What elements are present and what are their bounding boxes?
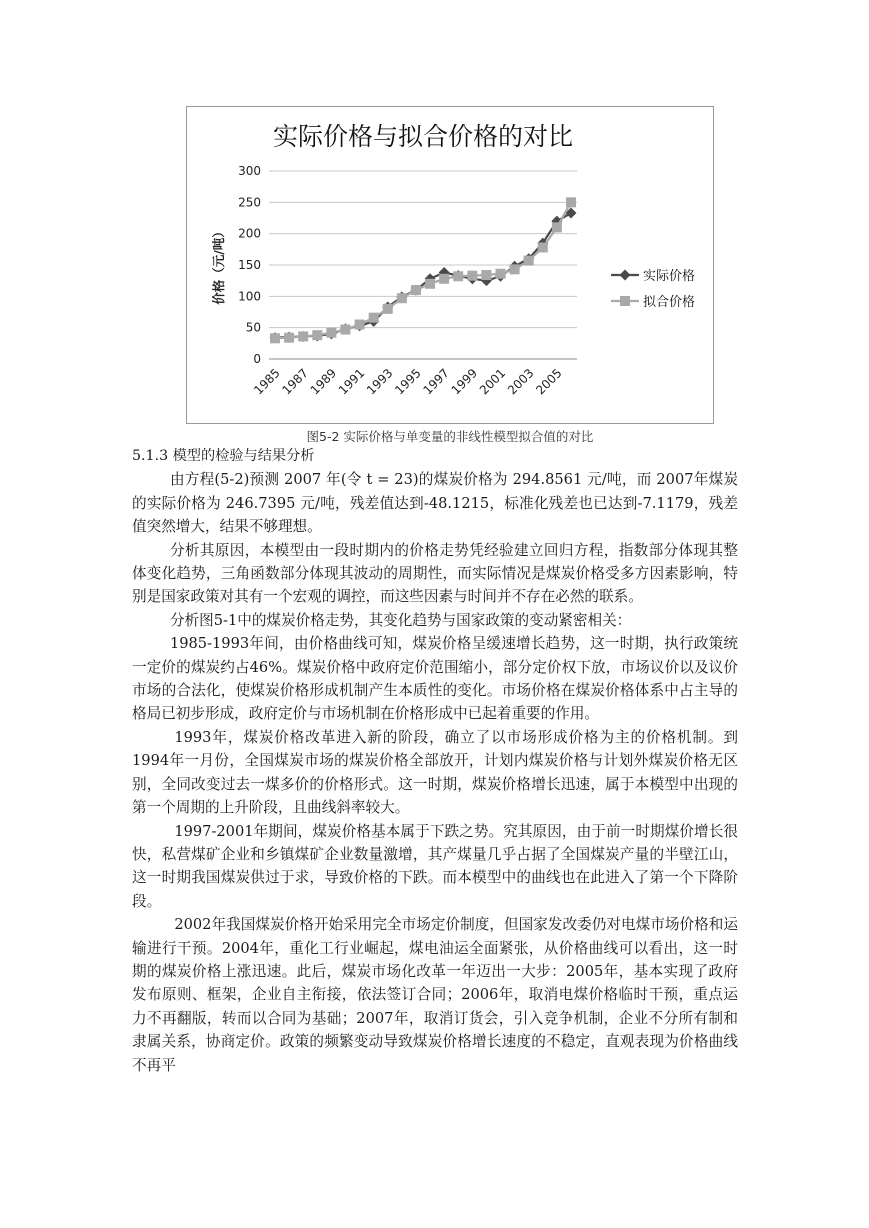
- x-tick-label: 1991: [335, 365, 368, 398]
- data-point: [524, 256, 534, 266]
- legend-label: 实际价格: [643, 269, 696, 284]
- data-point: [425, 279, 435, 289]
- y-tick-label: 150: [238, 258, 261, 272]
- x-tick-label: 1993: [364, 365, 396, 398]
- series-line: [275, 202, 571, 338]
- data-point: [538, 242, 548, 252]
- y-tick-label: 250: [238, 195, 261, 210]
- legend-item: [611, 268, 695, 284]
- data-point: [270, 333, 280, 343]
- data-point: [284, 333, 294, 343]
- x-tick-label: 1999: [448, 365, 481, 398]
- data-point: [411, 285, 421, 295]
- section-heading: 5.1.3 模型的检验与结果分析: [132, 448, 315, 464]
- data-point: [326, 328, 336, 338]
- data-point: [369, 313, 379, 323]
- figure-caption: 图5-2 实际价格与单变量的非线性模型拟合值的对比: [306, 429, 594, 444]
- paragraph-reason: 分析其原因，本模型由一段时期内的价格走势凭经验建立回归方程，指数部分体现其整体变化趋势，三角函数部分体现其波动的周期性，而实际情况是煤炭价格受多方因素影响，特别是国家政策对其有一个宏观的调控，而这些因素与时间并不存在必然的联系。: [132, 541, 738, 606]
- y-tick-label: 0: [253, 352, 261, 366]
- legend-item: [611, 294, 695, 310]
- series-line: [275, 213, 571, 338]
- x-tick-label: 1989: [307, 365, 340, 398]
- data-point: [383, 304, 393, 314]
- data-point: [552, 222, 562, 232]
- paragraph-1993: 1993年，煤炭价格改革进入新的阶段，确立了以市场形成价格为主的价格机制。到1994年一月份，全国煤炭市场的煤炭价格全部放开，计划内煤炭价格与计划外煤炭价格无区别，全同改变过去一煤多价的价格形式。这一时期，煤炭价格增长迅速，属于本模型中出现的第一个周期的上升阶段，且曲线斜率较大。: [132, 728, 738, 817]
- data-point: [453, 271, 463, 281]
- paragraph-trend-intro: 分析图5-1中的煤炭价格走势，其变化趋势与国家政策的变动紧密相关：: [169, 611, 632, 629]
- data-point: [397, 293, 407, 303]
- data-point: [312, 330, 322, 340]
- data-point: [355, 320, 365, 330]
- legend-marker: [620, 296, 630, 306]
- y-tick-label: 50: [245, 320, 261, 335]
- series-actual-price: [270, 207, 577, 343]
- x-tick-label: 2005: [533, 365, 565, 398]
- x-tick-label: 2001: [476, 365, 509, 398]
- data-point: [496, 269, 506, 279]
- data-point: [510, 264, 520, 274]
- body-text: [132, 445, 738, 1077]
- y-tick-label: 200: [238, 226, 261, 241]
- paragraph-1985-1993: 1985-1993年间，由价格曲线可知，煤炭价格呈缓速增长趋势，这一时期，执行政策统一定价的煤炭约占46%。煤炭价格中政府定价范围缩小，部分定价权下放，市场议价以及议价市场的合法化，使煤炭价格形成机制产生本质性的变化。市场价格在煤炭价格体系中占主导的格局已初步形成，政府定价与市场机制在价格形成中已起着重要的作用。: [132, 635, 738, 723]
- y-tick-label: 300: [238, 164, 261, 178]
- x-tick-label: 2003: [504, 365, 537, 398]
- data-point: [298, 331, 308, 341]
- x-tick-label: 1997: [420, 365, 452, 398]
- legend-label: 拟合价格: [643, 295, 696, 310]
- legend-marker: [620, 270, 631, 281]
- data-point: [566, 197, 576, 207]
- price-comparison-chart: [187, 107, 715, 425]
- y-axis-label: 价格（元/吨）: [211, 225, 226, 305]
- data-point: [467, 271, 477, 281]
- y-tick-label: 100: [238, 289, 261, 304]
- series-fitted-price: [270, 197, 576, 343]
- paragraph-2002: 2002年我国煤炭价格开始采用完全市场定价制度，但国家发改委仍对电煤市场价格和运输进行干预。2004年，重化工行业崛起，煤电油运全面紧张，从价格曲线可以看出，这一时期的煤炭价格上涨迅速。此后，煤炭市场化改革一年迈出一大步：2005年，基本实现了政府发布原则、框架，企业自主衔接，依法签订合同；2006年，取消电煤价格临时干预，重点运力不再翻版，转而以合同为基础；2007年，取消订货会，引入竞争机制，企业不分所有制和隶属关系，协商定价。政策的频繁变动导致煤炭价格增长速度的不稳定，直观表现为价格曲线不再平: [132, 916, 738, 1074]
- figure-chart-frame: [186, 106, 714, 424]
- data-point: [439, 274, 449, 284]
- paragraph-1997-2001: 1997-2001年期间，煤炭价格基本属于下跌之势。究其原因，由于前一时期煤价增长很快，私营煤矿企业和乡镇煤矿企业数量激增，其产煤量几乎占据了全国煤炭产量的半壁江山，这一时期我国煤炭供过于求，导致价格的下跌。而本模型中的曲线也在此进入了第一个下降阶段。: [132, 822, 738, 910]
- paragraph-prediction: 由方程(5-2)预测 2007 年(令 t = 23)的煤炭价格为 294.8561 元/吨，而 2007年煤炭的实际价格为 246.7395 元/吨，残差值达到-48.1215，标准化残差也已达到-7.1179，残差值突然增大，结果不够理想。: [132, 471, 738, 536]
- data-point: [340, 325, 350, 335]
- chart-title: 实际价格与拟合价格的对比: [272, 122, 574, 151]
- x-tick-label: 1995: [392, 365, 424, 398]
- x-tick-label: 1987: [279, 365, 311, 398]
- x-tick-label: 1985: [251, 365, 283, 398]
- data-point: [481, 270, 491, 280]
